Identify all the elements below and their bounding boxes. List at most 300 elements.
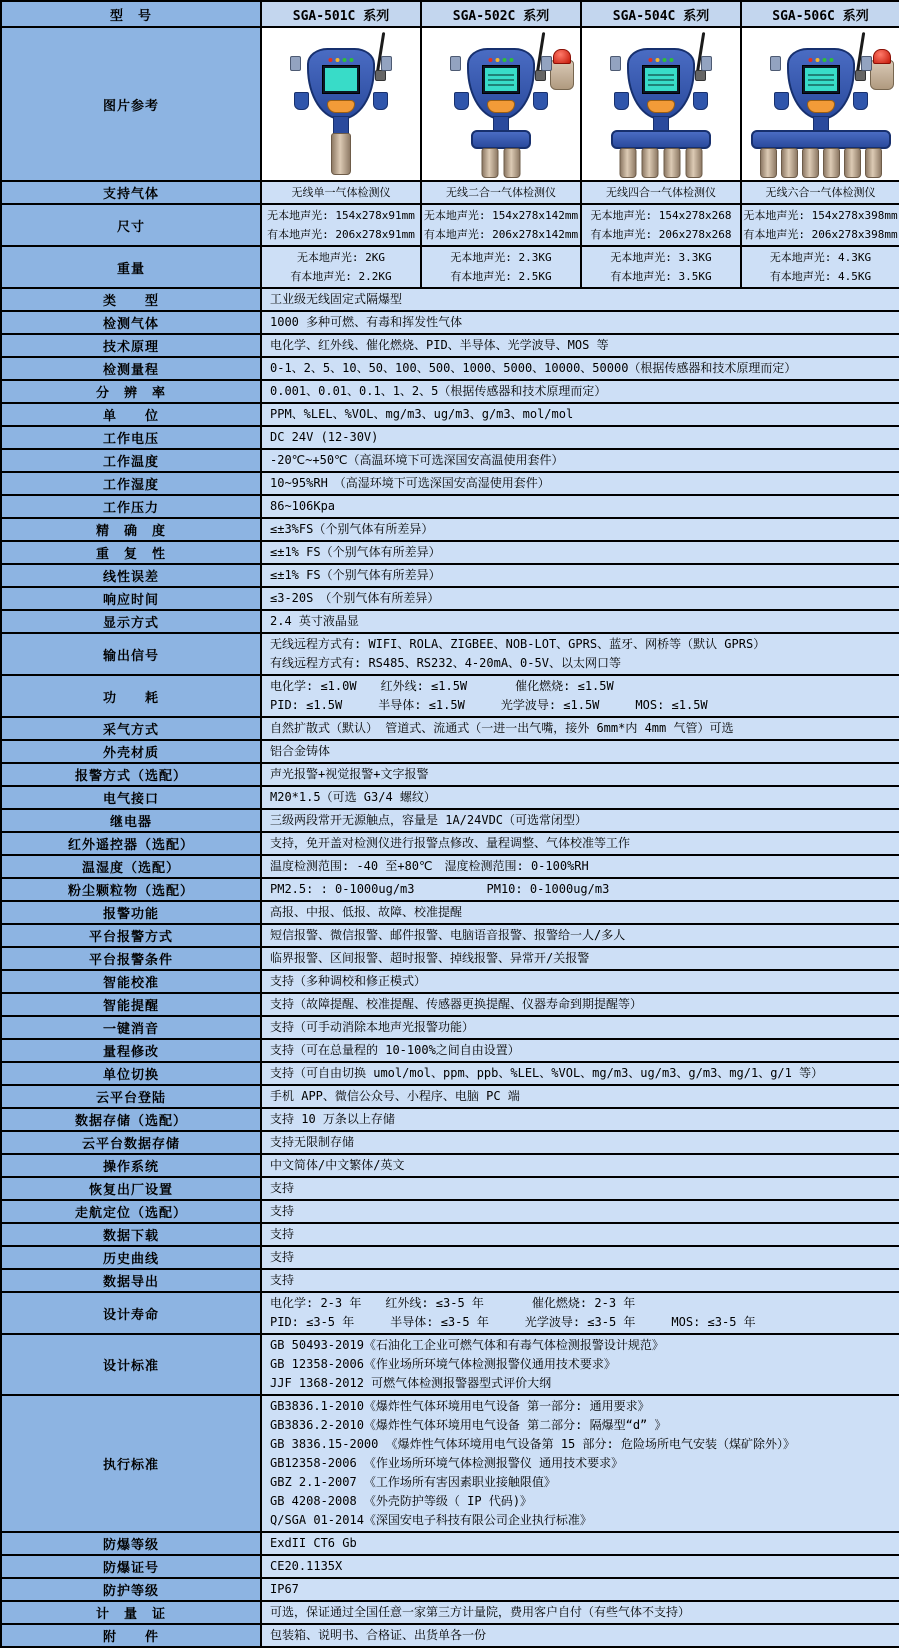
row-label: 尺寸 (1, 204, 261, 246)
table-row (1, 970, 899, 993)
screen-display (805, 68, 837, 91)
table-row (1, 1016, 899, 1039)
spec-value-line: GB 4208-2008 《外壳防护等级（ IP 代码)》 (270, 1494, 533, 1508)
spec-value-cell (421, 246, 581, 288)
row-label: 防爆证号 (1, 1555, 261, 1578)
led-dot (336, 58, 340, 62)
table-row (1, 763, 899, 786)
spec-value-line: 有本地声光: 3.5KG (610, 270, 712, 283)
row-label: 工作压力 (1, 495, 261, 518)
table-row (1, 675, 899, 717)
mount-ear-right (861, 56, 872, 71)
antenna-base (375, 70, 386, 81)
table-row (1, 993, 899, 1016)
mount-ear-left (770, 56, 781, 71)
table-row (1, 633, 899, 675)
spec-value-cell (261, 1154, 899, 1177)
row-label: 防护等级 (1, 1578, 261, 1601)
sensor-manifold (471, 130, 531, 149)
mount-wing-right (853, 92, 868, 110)
mount-wing-left (614, 92, 629, 110)
table-row (1, 1334, 899, 1395)
spec-value-line: 高报、中报、低报、故障、校准提醒 (270, 905, 463, 919)
spec-value-cell (741, 246, 899, 288)
spec-value-line: JJF 1368-2012 可燃气体检测报警器型式评价大纲 (270, 1376, 552, 1390)
row-label: 数据存储（选配） (1, 1108, 261, 1131)
spec-value-cell (261, 763, 899, 786)
screen-row (808, 74, 834, 76)
table-row (1, 246, 899, 288)
table-row (1, 1177, 899, 1200)
spec-value-cell (261, 610, 899, 633)
spec-value-line: 支持 10 万条以上存储 (270, 1112, 395, 1126)
spec-value-cell (261, 1624, 899, 1647)
row-label: 温湿度（选配） (1, 855, 261, 878)
spec-value-cell (261, 1016, 899, 1039)
row-label: 走航定位（选配） (1, 1200, 261, 1223)
spec-value-cell (261, 1246, 899, 1269)
sensor-array (760, 148, 882, 178)
mount-ear-left (610, 56, 621, 71)
spec-value-line: 电化学: ≤1.0W 红外线: ≤1.5W 催化燃烧: ≤1.5W (270, 679, 614, 693)
row-label: 外壳材质 (1, 740, 261, 763)
table-row (1, 1131, 899, 1154)
spec-value-line: 无本地声光: 154x278x142mm (423, 209, 579, 222)
device-keypad (327, 100, 355, 113)
table-row (1, 472, 899, 495)
spec-value-cell (581, 246, 741, 288)
spec-value-cell (261, 1532, 899, 1555)
device-neck (333, 116, 349, 134)
device-head (467, 48, 535, 120)
sensor-cylinder (482, 148, 499, 178)
model-name: SGA-501C 系列 (261, 1, 421, 27)
row-label: 重量 (1, 246, 261, 288)
table-row (1, 809, 899, 832)
mount-wing-right (533, 92, 548, 110)
spec-value-cell (261, 1039, 899, 1062)
spec-value-cell (261, 1085, 899, 1108)
alarm-beacon-icon (870, 60, 894, 90)
table-row (1, 1624, 899, 1647)
spec-value-line: 电化学: 2-3 年 红外线: ≤3-5 年 催化燃烧: 2-3 年 (270, 1296, 636, 1310)
row-label-image: 图片参考 (1, 27, 261, 181)
spec-value-cell (261, 924, 899, 947)
mount-wing-right (373, 92, 388, 110)
mount-wing-left (294, 92, 309, 110)
spec-value-cell (741, 204, 899, 246)
table-row (1, 357, 899, 380)
spec-value-line: ≤3-20S （个别气体有所差异） (270, 591, 440, 605)
screen-row (648, 79, 674, 81)
sensor-manifold (751, 130, 891, 149)
spec-value-line: 温度检测范围: -40 至+80℃ 湿度检测范围: 0-100%RH (270, 859, 589, 873)
table-row (1, 1062, 899, 1085)
spec-value-line: GB 3836.15-2000 《爆炸性气体环境用电气设备第 15 部分: 危险场所电气安装（煤矿除外）》 (270, 1437, 795, 1451)
spec-value-line: GB3836.2-2010《爆炸性气体环境用电气设备 第二部分: 隔爆型“d” 》 (270, 1418, 667, 1432)
spec-value-line: 无本地声光: 4.3KG (769, 251, 872, 264)
spec-value-line: Q/SGA 01-2014《深国安电子科技有限公司企业执行标准》 (270, 1513, 592, 1527)
spec-value-cell (261, 993, 899, 1016)
table-row (1, 380, 899, 403)
alarm-beacon-icon (550, 60, 574, 90)
sensor-cylinder (760, 148, 777, 178)
spec-value-line: 支持（故障提醒、校准提醒、传感器更换提醒、仪器寿命到期提醒等） (270, 997, 643, 1011)
product-image (426, 30, 576, 178)
led-dot (670, 58, 674, 62)
row-label: 单位切换 (1, 1062, 261, 1085)
spec-value-line: 有本地声光: 2.2KG (290, 270, 392, 283)
beacon-dome (553, 49, 571, 64)
spec-value-line: 支持 (270, 1273, 295, 1287)
spec-value-line: 无本地声光: 154x278x268 (590, 209, 732, 222)
sensor-cylinder (664, 148, 681, 178)
mount-ear-left (450, 56, 461, 71)
row-label: 量程修改 (1, 1039, 261, 1062)
row-label: 红外遥控器（选配） (1, 832, 261, 855)
spec-value-cell (261, 947, 899, 970)
model-name: SGA-504C 系列 (581, 1, 741, 27)
sensor-cylinder (686, 148, 703, 178)
row-label: 报警方式（选配） (1, 763, 261, 786)
table-row (1, 1039, 899, 1062)
spec-value-line: 包装箱、说明书、合格证、出货单各一份 (270, 1628, 487, 1642)
table-row (1, 204, 899, 246)
table-row (1, 717, 899, 740)
row-label: 防爆等级 (1, 1532, 261, 1555)
spec-value-cell (261, 181, 421, 204)
table-row (1, 1601, 899, 1624)
spec-value-cell (261, 1395, 899, 1532)
screen-row (488, 74, 514, 76)
sensor-cylinder (331, 133, 351, 175)
spec-value-cell (261, 878, 899, 901)
spec-value-line: CE20.1135X (270, 1559, 343, 1573)
spec-value-cell (261, 1062, 899, 1085)
device-screen (802, 65, 840, 94)
spec-value-line: GB3836.1-2010《爆炸性气体环境用电气设备 第一部分: 通用要求》 (270, 1399, 650, 1413)
mount-wing-right (693, 92, 708, 110)
row-label: 继电器 (1, 809, 261, 832)
spec-value-line: 无本地声光: 3.3KG (610, 251, 712, 264)
spec-value-line: 86~106Kpa (270, 499, 336, 513)
spec-value-line: 电化学、红外线、催化燃烧、PID、半导体、光学波导、MOS 等 (270, 338, 609, 352)
row-label: 检测量程 (1, 357, 261, 380)
table-row (1, 403, 899, 426)
spec-value-line: ≤±1% FS（个别气体有所差异） (270, 545, 441, 559)
spec-value-line: 支持 (270, 1227, 295, 1241)
device-keypad (487, 100, 515, 113)
spec-value-cell (741, 181, 899, 204)
spec-value-cell (261, 901, 899, 924)
spec-value-cell (261, 204, 421, 246)
table-row (1, 901, 899, 924)
product-image-cell (261, 27, 421, 181)
row-label: 平台报警条件 (1, 947, 261, 970)
row-label: 检测气体 (1, 311, 261, 334)
row-label: 恢复出厂设置 (1, 1177, 261, 1200)
table-row (1, 181, 899, 204)
led-dot (510, 58, 514, 62)
row-label: 输出信号 (1, 633, 261, 675)
spec-value-line: 支持，免开盖对检测仪进行报警点修改、量程调整、气体校准等工作 (270, 836, 631, 850)
device-keypad (647, 100, 675, 113)
row-label: 报警功能 (1, 901, 261, 924)
spec-value-cell (261, 564, 899, 587)
table-row (1, 495, 899, 518)
spec-value-cell (581, 181, 741, 204)
spec-value-line: 支持 (270, 1181, 295, 1195)
spec-value-cell (261, 832, 899, 855)
spec-value-cell (261, 426, 899, 449)
spec-value-cell (261, 1269, 899, 1292)
table-row (1, 426, 899, 449)
row-label: 精 确 度 (1, 518, 261, 541)
table-row (1, 740, 899, 763)
led-dot (815, 58, 819, 62)
spec-value-cell (421, 181, 581, 204)
table-row (1, 1578, 899, 1601)
row-label: 执行标准 (1, 1395, 261, 1532)
spec-value-cell (261, 1578, 899, 1601)
row-label: 工作电压 (1, 426, 261, 449)
spec-value-cell (261, 357, 899, 380)
sensor-cylinder (781, 148, 798, 178)
row-label: 设计标准 (1, 1334, 261, 1395)
spec-value-cell (261, 1223, 899, 1246)
spec-value-line: 有本地声光: 206x278x91mm (267, 228, 415, 241)
spec-value-line: 1000 多种可燃、有毒和挥发性气体 (270, 315, 463, 329)
led-dot (503, 58, 507, 62)
spec-value-line: 支持 (270, 1204, 295, 1218)
table-row (1, 832, 899, 855)
spec-value-cell (261, 1601, 899, 1624)
spec-value-cell (261, 633, 899, 675)
screen-row (488, 79, 514, 81)
table-row (1, 541, 899, 564)
status-leds (329, 58, 354, 62)
table-row (1, 610, 899, 633)
table-row (1, 449, 899, 472)
row-label: 智能提醒 (1, 993, 261, 1016)
sensor-array (331, 133, 351, 175)
table-row (1, 1200, 899, 1223)
screen-row (488, 84, 514, 86)
spec-value-line: 声光报警+视觉报警+文字报警 (270, 767, 429, 781)
mount-ear-right (541, 56, 552, 71)
product-image (586, 30, 736, 178)
device-screen (642, 65, 680, 94)
spec-value-line: ExdII CT6 Gb (270, 1536, 357, 1550)
spec-value-line: 支持 (270, 1250, 295, 1264)
sensor-cylinder (865, 148, 882, 178)
mount-wing-left (454, 92, 469, 110)
row-label: 数据下载 (1, 1223, 261, 1246)
spec-value-cell (261, 1131, 899, 1154)
spec-value-cell (261, 518, 899, 541)
row-label: 响应时间 (1, 587, 261, 610)
spec-value-line: 支持（可手动消除本地声光报警功能） (270, 1020, 475, 1034)
product-image-cell (581, 27, 741, 181)
spec-value-cell (261, 1292, 899, 1334)
led-dot (496, 58, 500, 62)
model-header-row (1, 1, 899, 27)
spec-value-line: 工业级无线固定式隔爆型 (270, 292, 403, 306)
spec-value-line: ≤±1% FS（个别气体有所差异） (270, 568, 441, 582)
product-image-row (1, 27, 899, 181)
spec-value-line: 有本地声光: 206x278x268 (590, 228, 732, 241)
row-label: 设计寿命 (1, 1292, 261, 1334)
spec-value-line: 无本地声光: 154x278x91mm (267, 209, 415, 222)
table-row (1, 1085, 899, 1108)
spec-value-line: IP67 (270, 1582, 299, 1596)
spec-value-line: 有本地声光: 2.5KG (450, 270, 552, 283)
spec-value-line: 无线六合一气体检测仪 (765, 186, 876, 199)
spec-value-cell (261, 970, 899, 993)
spec-value-line: 有本地声光: 206x278x142mm (423, 228, 579, 241)
spec-value-line: M20*1.5（可选 G3/4 螺纹） (270, 790, 436, 804)
spec-value-cell (261, 786, 899, 809)
spec-value-line: 三级两段常开无源触点，容量是 1A/24VDC（可选常闭型） (270, 813, 588, 827)
spec-value-line: 2.4 英寸液晶显 (270, 614, 359, 628)
spec-value-line: 临界报警、区间报警、超时报警、掉线报警、异常开/关报警 (270, 951, 590, 965)
screen-display (485, 68, 517, 91)
spec-value-line: GB 12358-2006《作业场所环境气体检测报警仪通用技术要求》 (270, 1357, 616, 1371)
status-leds (649, 58, 674, 62)
row-label: 功 耗 (1, 675, 261, 717)
status-leds (808, 58, 833, 62)
spec-value-line: GB 50493-2019《石油化工企业可燃气体和有毒气体检测报警设计规范》 (270, 1338, 664, 1352)
spec-value-line: 支持无限制存储 (270, 1135, 355, 1149)
row-label-model: 型 号 (1, 1, 261, 27)
spec-value-cell (581, 204, 741, 246)
spec-value-line: ≤±3%FS（个别气体有所差异） (270, 522, 434, 536)
sensor-cylinder (620, 148, 637, 178)
product-image-cell (741, 27, 899, 181)
spec-value-cell (261, 1177, 899, 1200)
row-label: 类 型 (1, 288, 261, 311)
spec-value-line: 自然扩散式（默认） 管道式、流通式（一进一出气嘴，接外 6mm*内 4mm 气管）可选 (270, 721, 734, 735)
table-row (1, 855, 899, 878)
spec-value-cell (261, 1108, 899, 1131)
led-dot (829, 58, 833, 62)
spec-value-line: 短信报警、微信报警、邮件报警、电脑语音报警、报警给一人/多人 (270, 928, 626, 942)
row-label: 重 复 性 (1, 541, 261, 564)
table-row (1, 334, 899, 357)
sensor-array (482, 148, 521, 178)
spec-value-line: DC 24V (12-30V) (270, 430, 379, 444)
model-name: SGA-506C 系列 (741, 1, 899, 27)
row-label: 显示方式 (1, 610, 261, 633)
sensor-cylinder (823, 148, 840, 178)
spec-value-line: 有本地声光: 206x278x398mm (743, 228, 898, 241)
row-label: 智能校准 (1, 970, 261, 993)
led-dot (822, 58, 826, 62)
spec-value-line: 无线单一气体检测仪 (291, 186, 391, 199)
row-label: 采气方式 (1, 717, 261, 740)
row-label: 平台报警方式 (1, 924, 261, 947)
spec-value-line: PID: ≤3-5 年 半导体: ≤3-5 年 光学波导: ≤3-5 年 MOS: ≤3-5 年 (270, 1315, 756, 1329)
screen-display (645, 68, 677, 91)
product-image-cell (421, 27, 581, 181)
product-image (746, 30, 896, 178)
table-row (1, 1223, 899, 1246)
table-row (1, 1555, 899, 1578)
row-label: 数据导出 (1, 1269, 261, 1292)
table-row (1, 786, 899, 809)
row-label: 工作湿度 (1, 472, 261, 495)
device-screen (322, 65, 360, 94)
row-label: 一键消音 (1, 1016, 261, 1039)
table-row (1, 1108, 899, 1131)
model-name: SGA-502C 系列 (421, 1, 581, 27)
spec-value-line: 有线远程方式有: RS485、RS232、4-20mA、0-5V、以太网口等 (270, 656, 621, 670)
spec-value-line: 无线二合一气体检测仪 (446, 186, 556, 199)
spec-value-cell (261, 288, 899, 311)
spec-value-line: 无本地声光: 2KG (296, 251, 386, 264)
antenna-base (695, 70, 706, 81)
table-row (1, 1292, 899, 1334)
sensor-cylinder (844, 148, 861, 178)
spec-value-line: 10~95%RH （高湿环境下可选深国安高湿使用套件） (270, 476, 550, 490)
spec-value-cell (261, 809, 899, 832)
sensor-cylinder (504, 148, 521, 178)
spec-value-line: 支持（可在总量程的 10-100%之间自由设置） (270, 1043, 520, 1057)
device-head (787, 48, 855, 120)
sensor-cylinder (802, 148, 819, 178)
row-label: 云平台登陆 (1, 1085, 261, 1108)
screen-row (648, 84, 674, 86)
row-label: 线性误差 (1, 564, 261, 587)
spec-value-cell (261, 246, 421, 288)
sensor-manifold (611, 130, 711, 149)
mount-ear-right (381, 56, 392, 71)
spec-value-cell (261, 403, 899, 426)
sensor-cylinder (642, 148, 659, 178)
led-dot (350, 58, 354, 62)
spec-value-cell (261, 472, 899, 495)
spec-value-cell (261, 717, 899, 740)
screen-display (325, 68, 357, 91)
row-label: 单 位 (1, 403, 261, 426)
row-label: 电气接口 (1, 786, 261, 809)
spec-value-cell (261, 740, 899, 763)
spec-value-cell (261, 855, 899, 878)
table-row (1, 878, 899, 901)
screen-row (648, 74, 674, 76)
table-row (1, 564, 899, 587)
status-leds (489, 58, 514, 62)
spec-value-cell (261, 334, 899, 357)
row-label: 技术原理 (1, 334, 261, 357)
product-image (266, 30, 416, 178)
table-row (1, 1532, 899, 1555)
table-row (1, 1269, 899, 1292)
spec-value-line: 无线四合一气体检测仪 (606, 186, 716, 199)
spec-value-line: GB12358-2006 《作业场所环境气体检测报警仪 通用技术要求》 (270, 1456, 624, 1470)
spec-value-cell (421, 204, 581, 246)
spec-value-cell (261, 380, 899, 403)
spec-value-line: PM2.5: : 0-1000ug/m3 PM10: 0-1000ug/m3 (270, 882, 610, 896)
mount-wing-left (774, 92, 789, 110)
beacon-dome (873, 49, 891, 64)
spec-value-line: 中文简体/中文繁体/英文 (270, 1158, 405, 1172)
row-label: 云平台数据存储 (1, 1131, 261, 1154)
spec-value-line: 0-1、2、5、10、50、100、500、1000、5000、10000、50000（根据传感器和技术原理而定） (270, 361, 797, 375)
led-dot (649, 58, 653, 62)
mount-ear-left (290, 56, 301, 71)
table-row (1, 311, 899, 334)
